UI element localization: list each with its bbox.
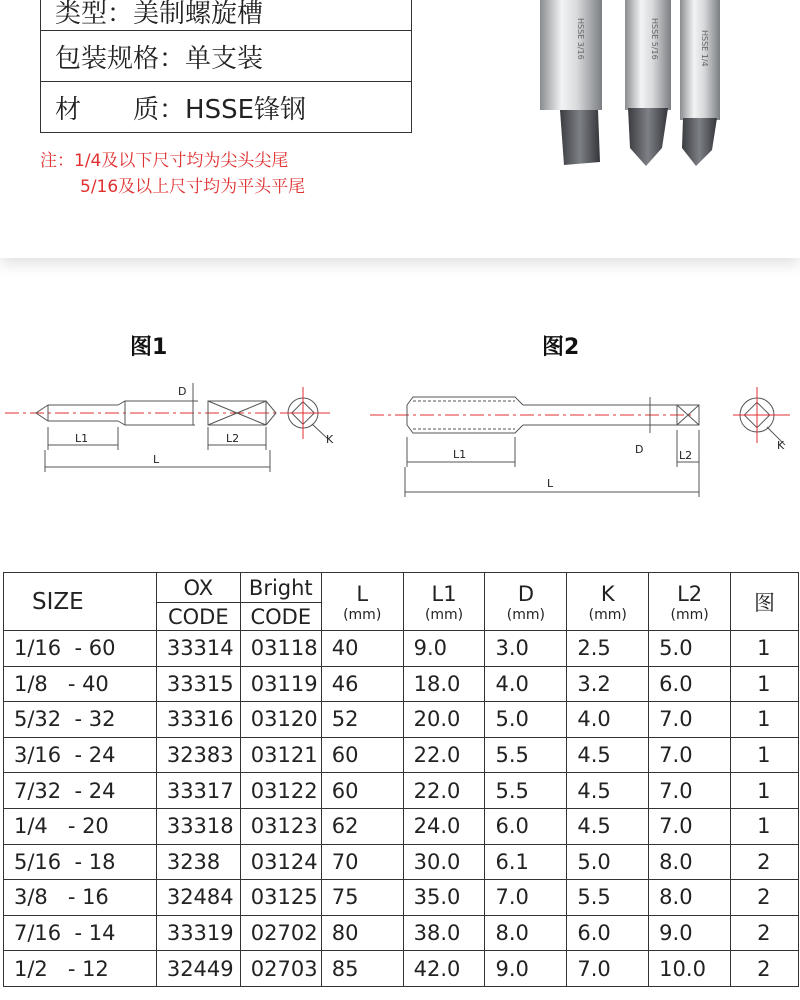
spec-card [0,0,800,258]
cell-size: 5/16 - 18 [4,844,157,880]
header-size: SIZE [4,573,157,631]
cell-bright-code: 02702 [240,915,321,951]
cell-L1: 35.0 [403,880,485,916]
header-K [567,573,649,631]
cell-size: 1/16 - 60 [4,631,157,667]
table-row [4,631,799,667]
header-fig: 图 [731,573,799,631]
fig1-label-D: D [178,385,187,398]
table-row [4,702,799,738]
header-L2-label: L2 [677,581,703,606]
cell-fig: 2 [731,880,799,916]
fig1-label-L2: L2 [226,432,240,445]
fig2-label-L2: L2 [679,449,693,462]
cell-K: 6.0 [567,915,649,951]
header-L-label: L [356,581,369,606]
cell-bright-code: 03121 [240,737,321,773]
cell-bright-code: 02703 [240,951,321,987]
cell-size: 1/4 - 20 [4,808,157,844]
cell-ox-code: 33317 [156,773,240,809]
tap-mark-1: HSSE 3/16 [576,18,585,60]
fig1-label-L1: L1 [75,432,89,445]
note-line-1: 注：1/4及以下尺寸均为尖头尖尾 [40,151,289,171]
spec-type-label: 类 [55,0,82,29]
cell-L2: 7.0 [649,737,731,773]
cell-K: 4.5 [567,773,649,809]
fig1-title: 图1 [130,335,168,360]
header-L1-label: L1 [431,581,457,606]
cell-L1: 42.0 [403,951,485,987]
fig2-title: 图2 [542,335,580,360]
header-L2-unit: (mm) [670,606,709,623]
tap-size-table [3,572,799,987]
cell-L2: 9.0 [649,915,731,951]
table-row [4,737,799,773]
tap-product-photo [530,0,760,175]
spec-package-label: 包装规格： [55,43,186,74]
table-row [4,951,799,987]
cell-D: 7.0 [485,880,567,916]
header-L [321,573,403,631]
table-header-row-1 [4,573,799,603]
cell-fig: 1 [731,631,799,667]
cell-L2: 10.0 [649,951,731,987]
cell-fig: 1 [731,666,799,702]
cell-bright-code: 03119 [240,666,321,702]
cell-size: 7/32 - 24 [4,773,157,809]
header-D-unit: (mm) [506,606,545,623]
cell-K: 4.0 [567,702,649,738]
header-ox-code: CODE [156,603,240,631]
cell-D: 3.0 [485,631,567,667]
cell-L: 80 [321,915,403,951]
table-row [4,844,799,880]
cell-L: 70 [321,844,403,880]
cell-bright-code: 03125 [240,880,321,916]
spec-row-material [41,82,412,133]
cell-L1: 20.0 [403,702,485,738]
cell-bright-code: 03124 [240,844,321,880]
cell-size: 1/8 - 40 [4,666,157,702]
cell-fig: 2 [731,844,799,880]
cell-D: 9.0 [485,951,567,987]
fig2-label-D: D [635,443,644,456]
cell-L2: 7.0 [649,808,731,844]
table-row [4,880,799,916]
cell-L: 75 [321,880,403,916]
cell-L2: 6.0 [649,666,731,702]
cell-ox-code: 33319 [156,915,240,951]
header-bright-code: CODE [240,603,321,631]
cell-bright-code: 03118 [240,631,321,667]
header-L1-unit: (mm) [424,606,464,623]
tap-shank-3 [680,0,720,120]
cell-L1: 18.0 [403,666,485,702]
cell-L1: 38.0 [403,915,485,951]
cell-ox-code: 33318 [156,808,240,844]
cell-L: 46 [321,666,403,702]
cell-fig: 2 [731,951,799,987]
cell-fig: 1 [731,808,799,844]
cell-K: 2.5 [567,631,649,667]
fig2-label-L: L [547,477,554,490]
cell-D: 5.5 [485,773,567,809]
cell-D: 6.1 [485,844,567,880]
cell-K: 4.5 [567,737,649,773]
tap-mark-2: HSSE 5/16 [650,18,659,60]
cell-L2: 7.0 [649,773,731,809]
cell-L2: 7.0 [649,702,731,738]
header-ox: OX [156,573,240,603]
cell-size: 7/16 - 14 [4,915,157,951]
spec-material-value: HSSE锋钢 [185,94,307,125]
spec-type-value: 型：美制螺旋槽 [81,0,264,29]
cell-L: 60 [321,773,403,809]
cell-D: 6.0 [485,808,567,844]
cell-fig: 1 [731,773,799,809]
cell-L2: 8.0 [649,880,731,916]
cell-size: 3/16 - 24 [4,737,157,773]
table-row [4,808,799,844]
cell-bright-code: 03120 [240,702,321,738]
cell-L: 60 [321,737,403,773]
table-body [4,631,799,987]
fig1-label-L: L [153,453,160,466]
header-L2 [649,573,731,631]
header-D [485,573,567,631]
table-row [4,666,799,702]
cell-D: 5.0 [485,702,567,738]
tap-square-1 [560,110,600,165]
cell-L2: 5.0 [649,631,731,667]
cell-ox-code: 33314 [156,631,240,667]
table-row [4,773,799,809]
spec-table [40,0,412,133]
fig1-label-K: K [326,433,334,446]
cell-L2: 8.0 [649,844,731,880]
cell-D: 4.0 [485,666,567,702]
cell-ox-code: 32383 [156,737,240,773]
cell-size: 5/32 - 32 [4,702,157,738]
size-note [40,148,305,200]
note-line-2: 5/16及以上尺寸均为平头平尾 [80,177,306,197]
cell-L1: 22.0 [403,773,485,809]
cell-K: 7.0 [567,951,649,987]
cell-L: 85 [321,951,403,987]
spec-row-package [41,31,412,82]
tap-shank-1 [540,0,602,110]
spec-package-value: 单支装 [185,43,264,74]
cell-K: 3.2 [567,666,649,702]
cell-ox-code: 33315 [156,666,240,702]
cell-fig: 1 [731,737,799,773]
fig2-label-K: K [777,439,785,452]
cell-L1: 9.0 [403,631,485,667]
tap-square-2 [628,108,668,166]
header-D-label: D [517,581,534,606]
cell-bright-code: 03122 [240,773,321,809]
cell-L1: 24.0 [403,808,485,844]
table-row [4,915,799,951]
cell-ox-code: 3238 [156,844,240,880]
cell-ox-code: 32449 [156,951,240,987]
fig2-label-L1: L1 [453,448,467,461]
cell-L1: 30.0 [403,844,485,880]
spec-material-label: 材 质： [55,94,186,125]
cell-K: 4.5 [567,808,649,844]
cell-D: 5.5 [485,737,567,773]
header-L-unit: (mm) [343,606,382,623]
cell-ox-code: 33316 [156,702,240,738]
cell-L: 40 [321,631,403,667]
cell-K: 5.5 [567,880,649,916]
header-K-label: K [600,581,615,606]
header-bright: Bright [240,573,321,603]
tap-shank-2 [625,0,671,110]
tap-square-3 [682,118,717,166]
cell-fig: 2 [731,915,799,951]
cell-fig: 1 [731,702,799,738]
cell-size: 1/2 - 12 [4,951,157,987]
cell-size: 3/8 - 16 [4,880,157,916]
spec-row-type [41,0,412,31]
cell-L1: 22.0 [403,737,485,773]
cell-K: 5.0 [567,844,649,880]
cell-D: 8.0 [485,915,567,951]
fig2-diagram [365,375,795,505]
cell-ox-code: 32484 [156,880,240,916]
cell-L: 52 [321,702,403,738]
header-K-unit: (mm) [588,606,627,623]
cell-L: 62 [321,808,403,844]
tap-mark-3: HSSE 1/4 [700,30,709,67]
fig1-diagram [0,375,345,485]
cell-bright-code: 03123 [240,808,321,844]
header-L1 [403,573,485,631]
